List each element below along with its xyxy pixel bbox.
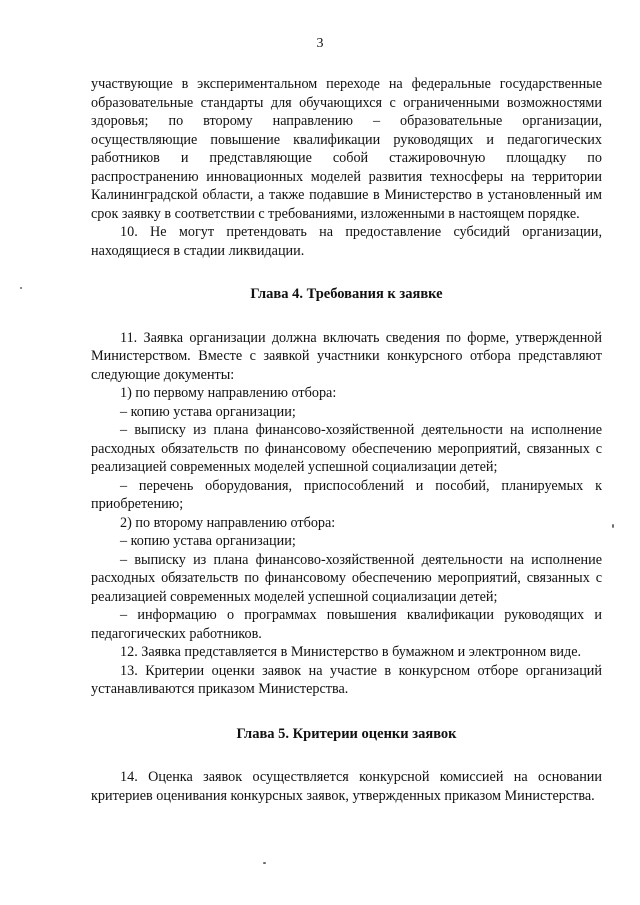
paragraph-11-item-1: 1) по первому направлению отбора: xyxy=(120,385,337,401)
paragraph-11-item-2c: – информацию о программах повышения квалификации руководящих и педагогических работников. xyxy=(91,607,602,642)
spacer xyxy=(91,743,602,768)
scan-speck xyxy=(20,287,22,289)
paragraph-11-item-1a: – копию устава организации; xyxy=(120,403,296,420)
paragraph-10: 10. Не могут претендовать на предоставление субсидий организации, находящиеся в стадии ликвидации. xyxy=(91,224,602,259)
paragraph-11: 11. Заявка организации должна включать сведения по форме, утвержденной Министерством. Вместе с заявкой участники конкурсного отбора представляют следующие документы: xyxy=(91,329,602,383)
paragraph-11-item-1c: – перечень оборудования, приспособлений и пособий, планируемых к приобретению; xyxy=(91,477,602,512)
paragraph-11-item-2b: – выписку из плана финансово-хозяйственной деятельности на исполнение расходных обязательств по финансовому обеспечению мероприятий, связанных с реализацией современных моделей успешной социализации детей; xyxy=(91,551,602,605)
paragraph-11-item-2a: – копию устава организации; xyxy=(120,533,296,549)
paragraph-continuation: участвующие в экспериментальном переходе на федеральные государственные образовательные стандарты для обучающихся с ограниченными возможностями здоровья; по второму направлению – образовательные организации, осуществляющие повышение квалификации руководящих и педагогических работников и представляющие собой стажировочную площадку по распространению инновационных моделей развития техносферы на территории Калининградской области, а также подавшие в Министерство в установленный им срок заявку в соответствии с требованиями, изложенными в настоящем порядке. xyxy=(91,76,602,222)
paragraph-14: 14. Оценка заявок осуществляется конкурсной комиссией на основании критериев оценивания конкурсных заявок, утвержденных приказом Министерства. xyxy=(91,769,602,804)
spacer xyxy=(91,260,602,285)
chapter-4-heading: Глава 4. Требования к заявке xyxy=(250,286,443,302)
document-body xyxy=(91,75,602,805)
paragraph-11-item-2: 2) по второму направлению отбора: xyxy=(120,514,336,531)
paragraph-12: 12. Заявка представляется в Министерство в бумажном и электронном виде. xyxy=(120,644,582,660)
spacer xyxy=(91,699,602,725)
spacer xyxy=(91,304,602,329)
scan-speck xyxy=(612,524,614,528)
chapter-5-heading: Глава 5. Критерии оценки заявок xyxy=(236,725,457,742)
page-number: 3 xyxy=(316,36,324,51)
scan-speck xyxy=(263,862,266,864)
paragraph-11-item-1b: – выписку из плана финансово-хозяйственной деятельности на исполнение расходных обязательств по финансовому обеспечению мероприятий, связанных с реализацией современных моделей успешной социализации детей; xyxy=(91,422,602,475)
paragraph-13: 13. Критерии оценки заявок на участие в конкурсном отборе организаций устанавливаются приказом Министерства. xyxy=(91,662,602,697)
